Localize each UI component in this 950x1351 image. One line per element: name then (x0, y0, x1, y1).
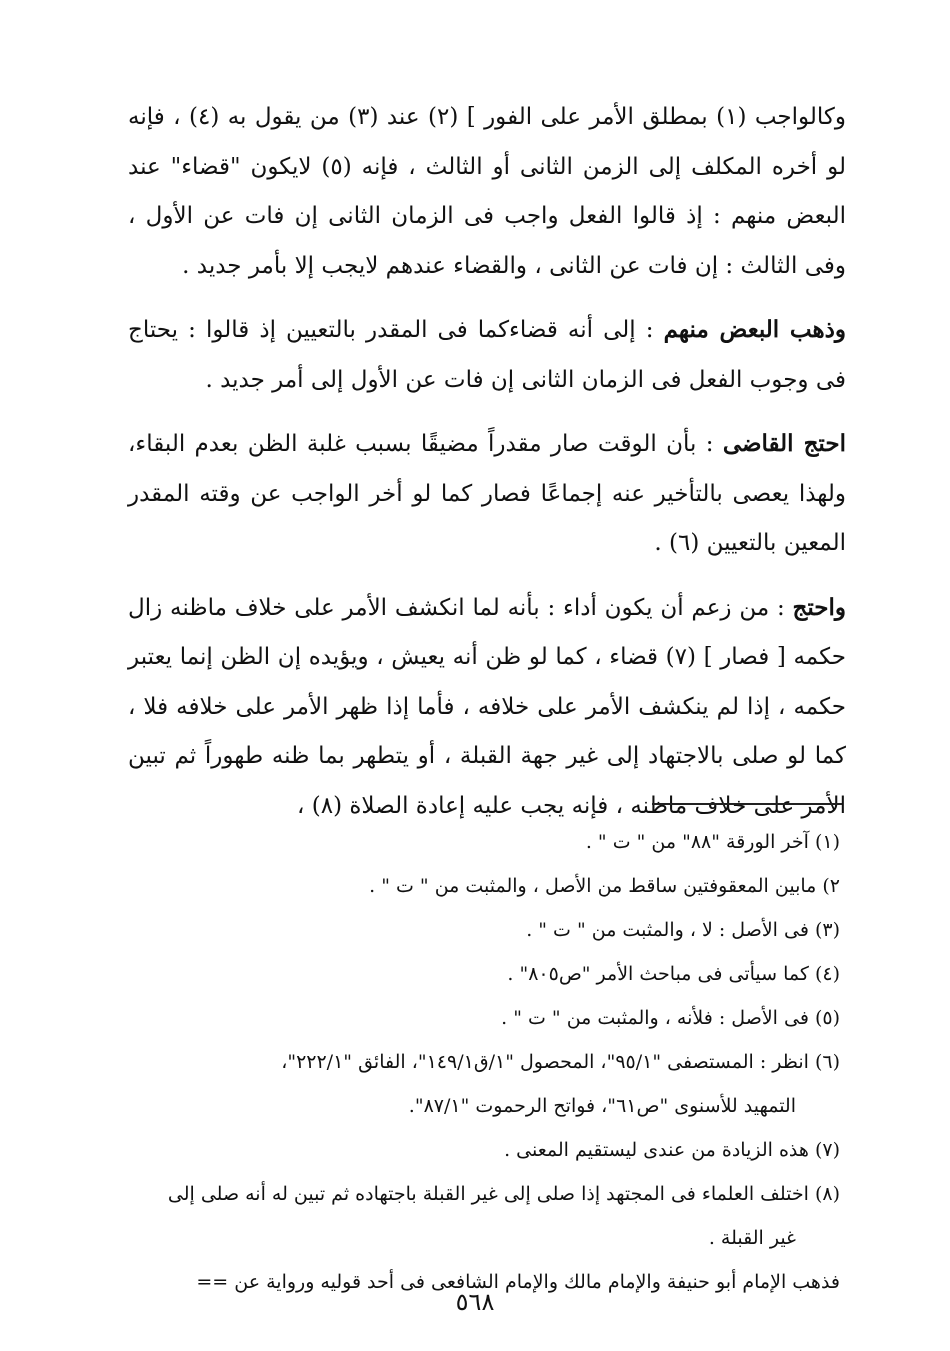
footnote-7: (٧) هذه الزيادة من عندى ليستقيم المعنى . (504, 1139, 840, 1161)
paragraph-1: وكالواجب (١) بمطلق الأمر على الفور ] (٢) عند (٣) من يقول به (٤) ، فإنه لو أخره المكلف إلى الزمن الثانى أو الثالث ، فإنه (٥) لايكون "قضاء" عند البعض منهم : إذ قالوا الفعل واجب فى الزمان الثانى إن فات عن الأول ، وفى الثالث : إن فات عن الثانى ، والقضاء عندهم لايجب إلا بأمر جديد . (128, 104, 846, 279)
footnote-6-continuation: التمهيد للأسنوى "ص٦١"، فواتح الرحموت "٨٧/١". (408, 1095, 796, 1117)
footnote-2: ٢) مابين المعقوفتين ساقط من الأصل ، والمثبت من " ت " . (369, 875, 840, 897)
footnote-6: (٦) انظر : المستصفى "٩٥/١"، المحصول "١/ق١٤٩/١"، الفائق "٢٢٢/١"، (281, 1051, 840, 1073)
footnote-5: (٥) فى الأصل : فلأنه ، والمثبت من " ت " . (501, 1007, 840, 1029)
footnotes (112, 820, 840, 1304)
paragraph-3: احتج القاضى : بأن الوقت صار مقدراً مضيقًا بسبب غلبة الظن بعدم البقاء، ولهذا يعصى بالتأخير عنه إجماعًا فصار كما لو أخر الواجب عن وقته المقدر المعين بالتعيين (٦) . (128, 430, 846, 556)
page-number: ٥٦٨ (455, 1288, 495, 1316)
footnote-3: (٣) فى الأصل : لا ، والمثبت من " ت " . (526, 919, 840, 941)
footnote-divider (652, 803, 842, 805)
paragraph-4: واحتج : من زعم أن يكون أداء : بأنه لما انكشف الأمر على خلاف ماظنه زال حكمه [ فصار ] (٧) قضاء ، كما لو ظن أنه يعيش ، ويؤيده إن الظن إنما يعتبر حكمه ، إذا لم ينكشف الأمر على خلافه ، فأما إذا ظهر الأمر على خلافه فلا ، كما لو صلى بالاجتهاد إلى غير جهة القبلة ، أو يتطهر بما ظنه طهوراً ثم تبين الأمر على خلاف ماظنه ، فإنه يجب عليه إعادة الصلاة (٨) ، (128, 593, 847, 819)
footnote-1: (١) آخر الورقة "٨٨" من " ت " . (585, 831, 840, 853)
footnote-8-continued-next-page: فذهب الإمام أبو حنيفة والإمام مالك والإمام الشافعى فى أحد قوليه ورواية عن == (196, 1271, 840, 1293)
footnote-8-continuation: غير القبلة . (708, 1227, 796, 1249)
footnote-8: (٨) اختلف العلماء فى المجتهد إذا صلى إلى غير القبلة باجتهاده ثم تبين له أنه صلى إلى (167, 1183, 840, 1205)
footnote-4: (٤) كما سيأتى فى مباحث الأمر "ص٨٠٥" . (507, 963, 840, 985)
paragraph-2: وذهب البعض منهم : إلى أنه قضاءكما فى المقدر بالتعيين إذ قالوا : يحتاج فى وجوب الفعل فى الزمان الثانى إن فات عن الأول إلى أمر جديد . (128, 316, 846, 393)
main-text (128, 92, 846, 845)
